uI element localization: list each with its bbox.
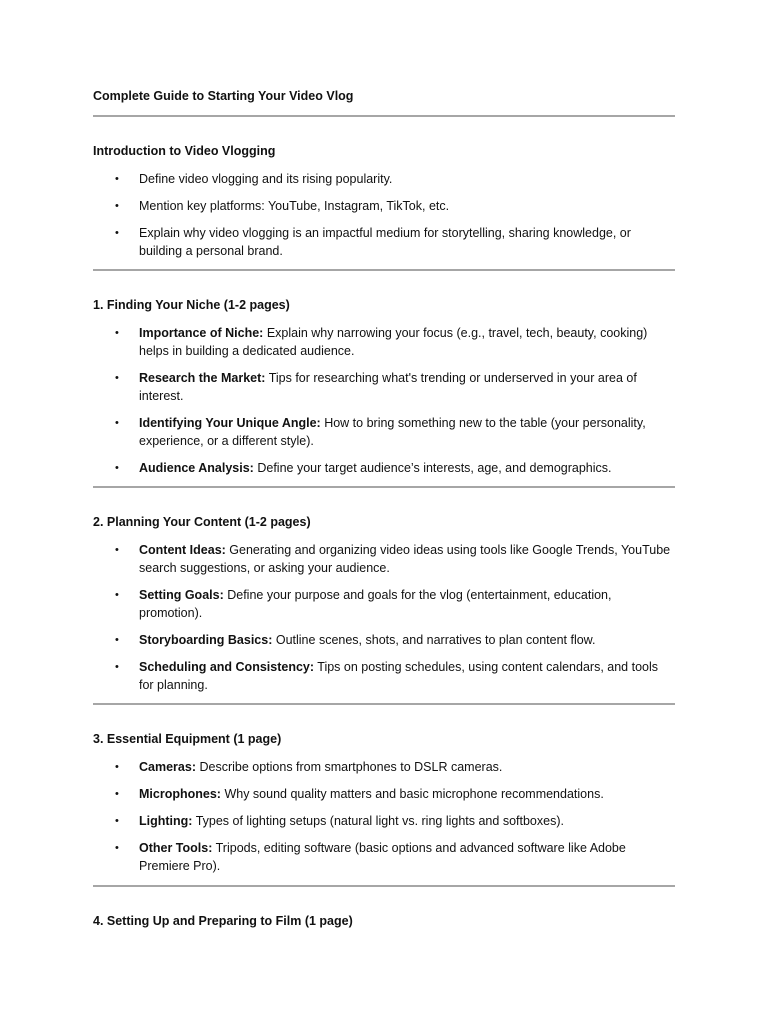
bullet-list bbox=[93, 758, 675, 875]
item-text: Outline scenes, shots, and narratives to plan content flow. bbox=[275, 633, 596, 647]
bullet-icon: • bbox=[115, 544, 119, 556]
item-term: Cameras: bbox=[139, 760, 196, 774]
item-text: Define your target audience’s interests, age, and demographics. bbox=[257, 461, 612, 475]
list-item bbox=[93, 658, 675, 694]
bullet-icon: • bbox=[115, 815, 119, 827]
item-text: Describe options from smartphones to DSLR cameras. bbox=[199, 760, 503, 774]
bullet-icon: • bbox=[115, 227, 119, 239]
section-heading: 4. Setting Up and Preparing to Film (1 page) bbox=[93, 914, 353, 928]
bullet-list bbox=[93, 170, 675, 260]
list-item bbox=[93, 812, 675, 830]
section-finding-niche bbox=[93, 297, 675, 477]
divider bbox=[93, 269, 675, 271]
bullet-icon: • bbox=[115, 417, 119, 429]
divider bbox=[93, 115, 675, 117]
list-item bbox=[93, 785, 675, 803]
bullet-icon: • bbox=[115, 200, 119, 212]
divider bbox=[93, 885, 675, 887]
item-text: Tripods, editing software (basic options and advanced software like Adobe Premiere Pro). bbox=[139, 841, 626, 873]
bullet-list bbox=[93, 541, 675, 694]
bullet-icon: • bbox=[115, 761, 119, 773]
item-term: Scheduling and Consistency: bbox=[139, 660, 315, 674]
divider bbox=[93, 486, 675, 488]
item-text: Generating and organizing video ideas using tools like Google Trends, YouTube search suggestions, or asking your audience. bbox=[139, 543, 671, 575]
item-text: Explain why video vlogging is an impactful medium for storytelling, sharing knowledge, or building a personal brand. bbox=[139, 226, 631, 258]
list-item bbox=[93, 170, 675, 188]
bullet-list bbox=[93, 324, 675, 477]
list-item bbox=[93, 541, 675, 577]
item-text: Mention key platforms: YouTube, Instagram, TikTok, etc. bbox=[139, 199, 450, 213]
list-item bbox=[93, 758, 675, 776]
bullet-icon: • bbox=[115, 634, 119, 646]
item-text: Types of lighting setups (natural light vs. ring lights and softboxes). bbox=[195, 814, 564, 828]
list-item bbox=[93, 197, 675, 215]
bullet-icon: • bbox=[115, 842, 119, 854]
list-item bbox=[93, 224, 675, 260]
item-term: Microphones: bbox=[139, 787, 221, 801]
section-heading: 1. Finding Your Niche (1-2 pages) bbox=[93, 298, 290, 312]
list-item bbox=[93, 369, 675, 405]
item-term: Setting Goals: bbox=[139, 588, 224, 602]
section-heading: 3. Essential Equipment (1 page) bbox=[93, 732, 282, 746]
item-text: Tips on posting schedules, using content calendars, and tools for planning. bbox=[139, 660, 659, 692]
section-heading: Introduction to Video Vlogging bbox=[93, 144, 276, 158]
item-term: Lighting: bbox=[139, 814, 193, 828]
item-term: Storyboarding Basics: bbox=[139, 633, 273, 647]
section-setting-up bbox=[93, 913, 675, 940]
bullet-icon: • bbox=[115, 173, 119, 185]
section-heading: 2. Planning Your Content (1-2 pages) bbox=[93, 515, 311, 529]
item-text: How to bring something new to the table (your personality, experience, or a different style). bbox=[139, 416, 646, 448]
item-text: Define video vlogging and its rising popularity. bbox=[139, 172, 393, 186]
item-term: Research the Market: bbox=[139, 371, 266, 385]
section-planning-content bbox=[93, 514, 675, 694]
bullet-icon: • bbox=[115, 462, 119, 474]
item-text: Why sound quality matters and basic microphone recommendations. bbox=[224, 787, 604, 801]
item-term: Identifying Your Unique Angle: bbox=[139, 416, 321, 430]
bullet-icon: • bbox=[115, 788, 119, 800]
bullet-icon: • bbox=[115, 327, 119, 339]
section-essential-equipment bbox=[93, 731, 675, 875]
list-item bbox=[93, 414, 675, 450]
item-term: Importance of Niche: bbox=[139, 326, 264, 340]
item-term: Other Tools: bbox=[139, 841, 213, 855]
list-item bbox=[93, 631, 675, 649]
list-item bbox=[93, 324, 675, 360]
section-introduction bbox=[93, 143, 675, 260]
document-title: Complete Guide to Starting Your Video Vlog bbox=[93, 89, 354, 103]
bullet-icon: • bbox=[115, 372, 119, 384]
item-text: Define your purpose and goals for the vlog (entertainment, education, promotion). bbox=[139, 588, 612, 620]
divider bbox=[93, 703, 675, 705]
bullet-icon: • bbox=[115, 661, 119, 673]
list-item bbox=[93, 839, 675, 875]
list-item bbox=[93, 459, 675, 477]
item-term: Audience Analysis: bbox=[139, 461, 254, 475]
list-item bbox=[93, 586, 675, 622]
item-text: Explain why narrowing your focus (e.g., travel, tech, beauty, cooking) helps in building a dedicated audience. bbox=[139, 326, 648, 358]
item-term: Content Ideas: bbox=[139, 543, 226, 557]
bullet-icon: • bbox=[115, 589, 119, 601]
item-text: Tips for researching what's trending or underserved in your area of interest. bbox=[139, 371, 637, 403]
